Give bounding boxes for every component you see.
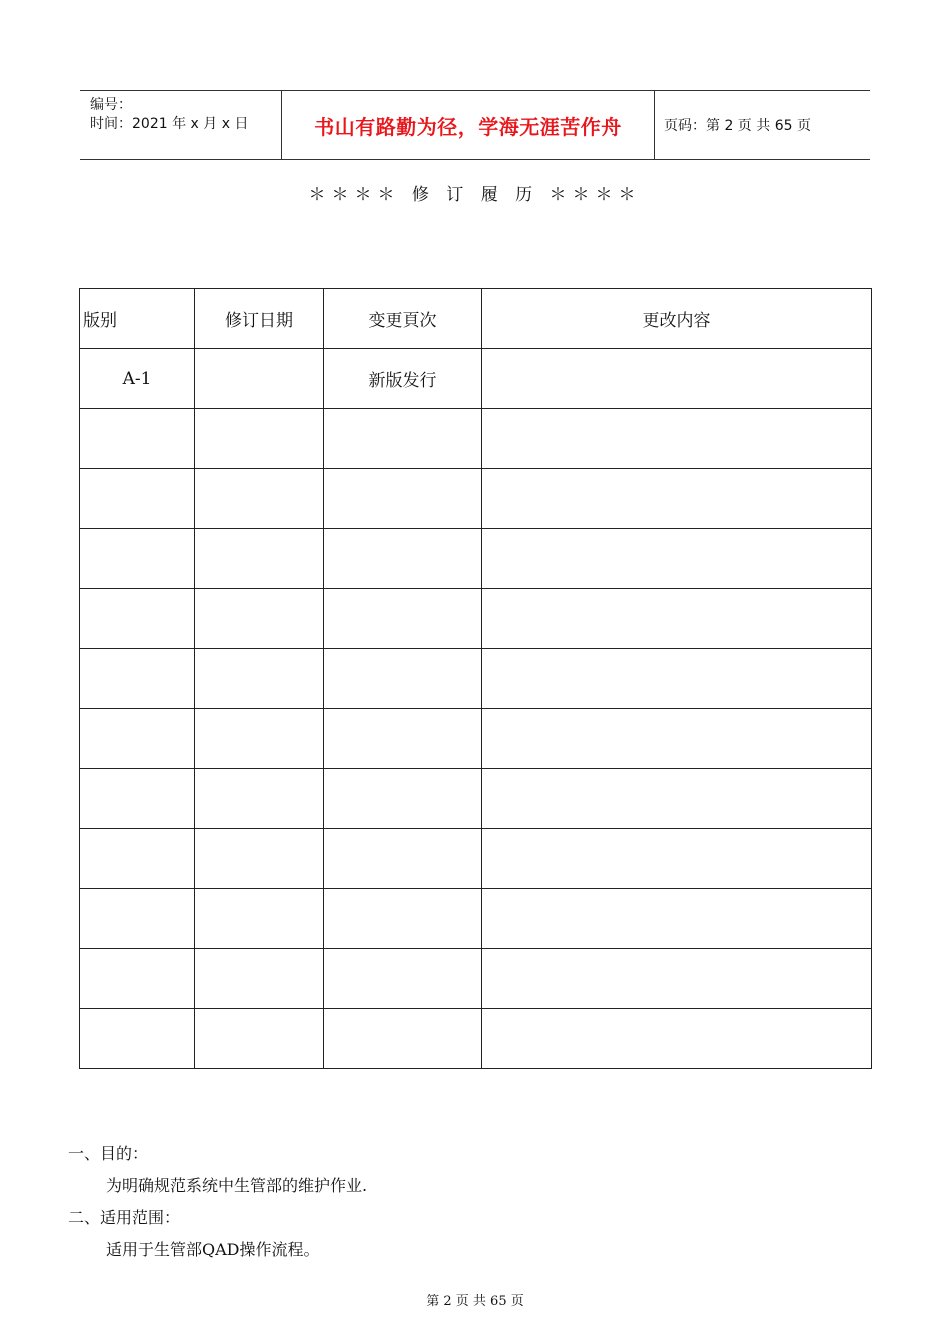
- cell-version: [80, 469, 195, 529]
- header-motto-cell: [282, 91, 655, 159]
- cell-changed-pages: [324, 889, 482, 949]
- table-row: [80, 649, 872, 709]
- cell-revision-date: [195, 649, 324, 709]
- section-1-text: 为明确规范系统中生管部的维护作业.: [106, 1176, 368, 1195]
- header-page-cell: [655, 91, 870, 159]
- table-header-row: [80, 289, 872, 349]
- cell-revision-date: [195, 1009, 324, 1069]
- cell-change-content: [482, 649, 872, 709]
- column-header-changed-pages: 变更頁次: [324, 289, 482, 349]
- cell-version: [80, 529, 195, 589]
- document-time-label: 时间：2021 年 x 月 x 日: [90, 116, 249, 132]
- cell-change-content: [482, 349, 872, 409]
- table-row: [80, 829, 872, 889]
- cell-revision-date: [195, 469, 324, 529]
- cell-version: [80, 829, 195, 889]
- table-row: [80, 529, 872, 589]
- cell-change-content: [482, 769, 872, 829]
- revision-history-table: [79, 288, 872, 1069]
- column-header-change-content: 更改内容: [482, 289, 872, 349]
- cell-revision-date: [195, 409, 324, 469]
- cell-change-content: [482, 949, 872, 1009]
- cell-changed-pages: [324, 709, 482, 769]
- cell-changed-pages: [324, 1009, 482, 1069]
- cell-revision-date: [195, 949, 324, 1009]
- cell-change-content: [482, 469, 872, 529]
- cell-revision-date: [195, 709, 324, 769]
- document-header: [80, 90, 870, 160]
- section-2-text: 适用于生管部QAD操作流程。: [106, 1240, 320, 1259]
- cell-changed-pages: [324, 469, 482, 529]
- cell-revision-date: [195, 589, 324, 649]
- cell-change-content: [482, 589, 872, 649]
- cell-revision-date: [195, 829, 324, 889]
- cell-change-content: [482, 1009, 872, 1069]
- cell-change-content: [482, 709, 872, 769]
- cell-version: [80, 409, 195, 469]
- cell-changed-pages: 新版发行: [324, 349, 482, 409]
- section-2-heading: 二、适用范围：: [68, 1208, 181, 1227]
- cell-change-content: [482, 529, 872, 589]
- table-row: [80, 469, 872, 529]
- cell-changed-pages: [324, 829, 482, 889]
- page-title: ＊＊＊＊ 修 订 履 历 ＊＊＊＊: [308, 185, 642, 205]
- cell-changed-pages: [324, 589, 482, 649]
- cell-version: [80, 949, 195, 1009]
- table-row: [80, 589, 872, 649]
- cell-changed-pages: [324, 769, 482, 829]
- cell-change-content: [482, 409, 872, 469]
- table-row: [80, 409, 872, 469]
- header-motto: 书山有路勤为径，学海无涯苦作舟: [314, 114, 622, 139]
- cell-changed-pages: [324, 649, 482, 709]
- cell-version: [80, 589, 195, 649]
- table-row: [80, 1009, 872, 1069]
- cell-version: [80, 1009, 195, 1069]
- cell-revision-date: [195, 769, 324, 829]
- table-row: [80, 769, 872, 829]
- cell-version: A-1: [80, 349, 195, 409]
- cell-changed-pages: [324, 409, 482, 469]
- cell-changed-pages: [324, 949, 482, 1009]
- cell-version: [80, 649, 195, 709]
- cell-version: [80, 769, 195, 829]
- cell-change-content: [482, 889, 872, 949]
- page-footer: 第 2 页 共 65 页: [426, 1294, 524, 1309]
- cell-version: [80, 889, 195, 949]
- cell-change-content: [482, 829, 872, 889]
- table-row: [80, 889, 872, 949]
- document-number-label: 编号：: [90, 97, 132, 113]
- table-row: [80, 349, 872, 409]
- cell-revision-date: [195, 889, 324, 949]
- column-header-version: 版别: [80, 289, 195, 349]
- cell-revision-date: [195, 349, 324, 409]
- cell-changed-pages: [324, 529, 482, 589]
- header-page-info: 页码：第 2 页 共 65 页: [664, 118, 811, 134]
- section-1-heading: 一、目的：: [68, 1144, 149, 1163]
- cell-version: [80, 709, 195, 769]
- column-header-revision-date: 修订日期: [195, 289, 324, 349]
- header-meta-cell: [80, 91, 282, 159]
- table-row: [80, 949, 872, 1009]
- cell-revision-date: [195, 529, 324, 589]
- table-row: [80, 709, 872, 769]
